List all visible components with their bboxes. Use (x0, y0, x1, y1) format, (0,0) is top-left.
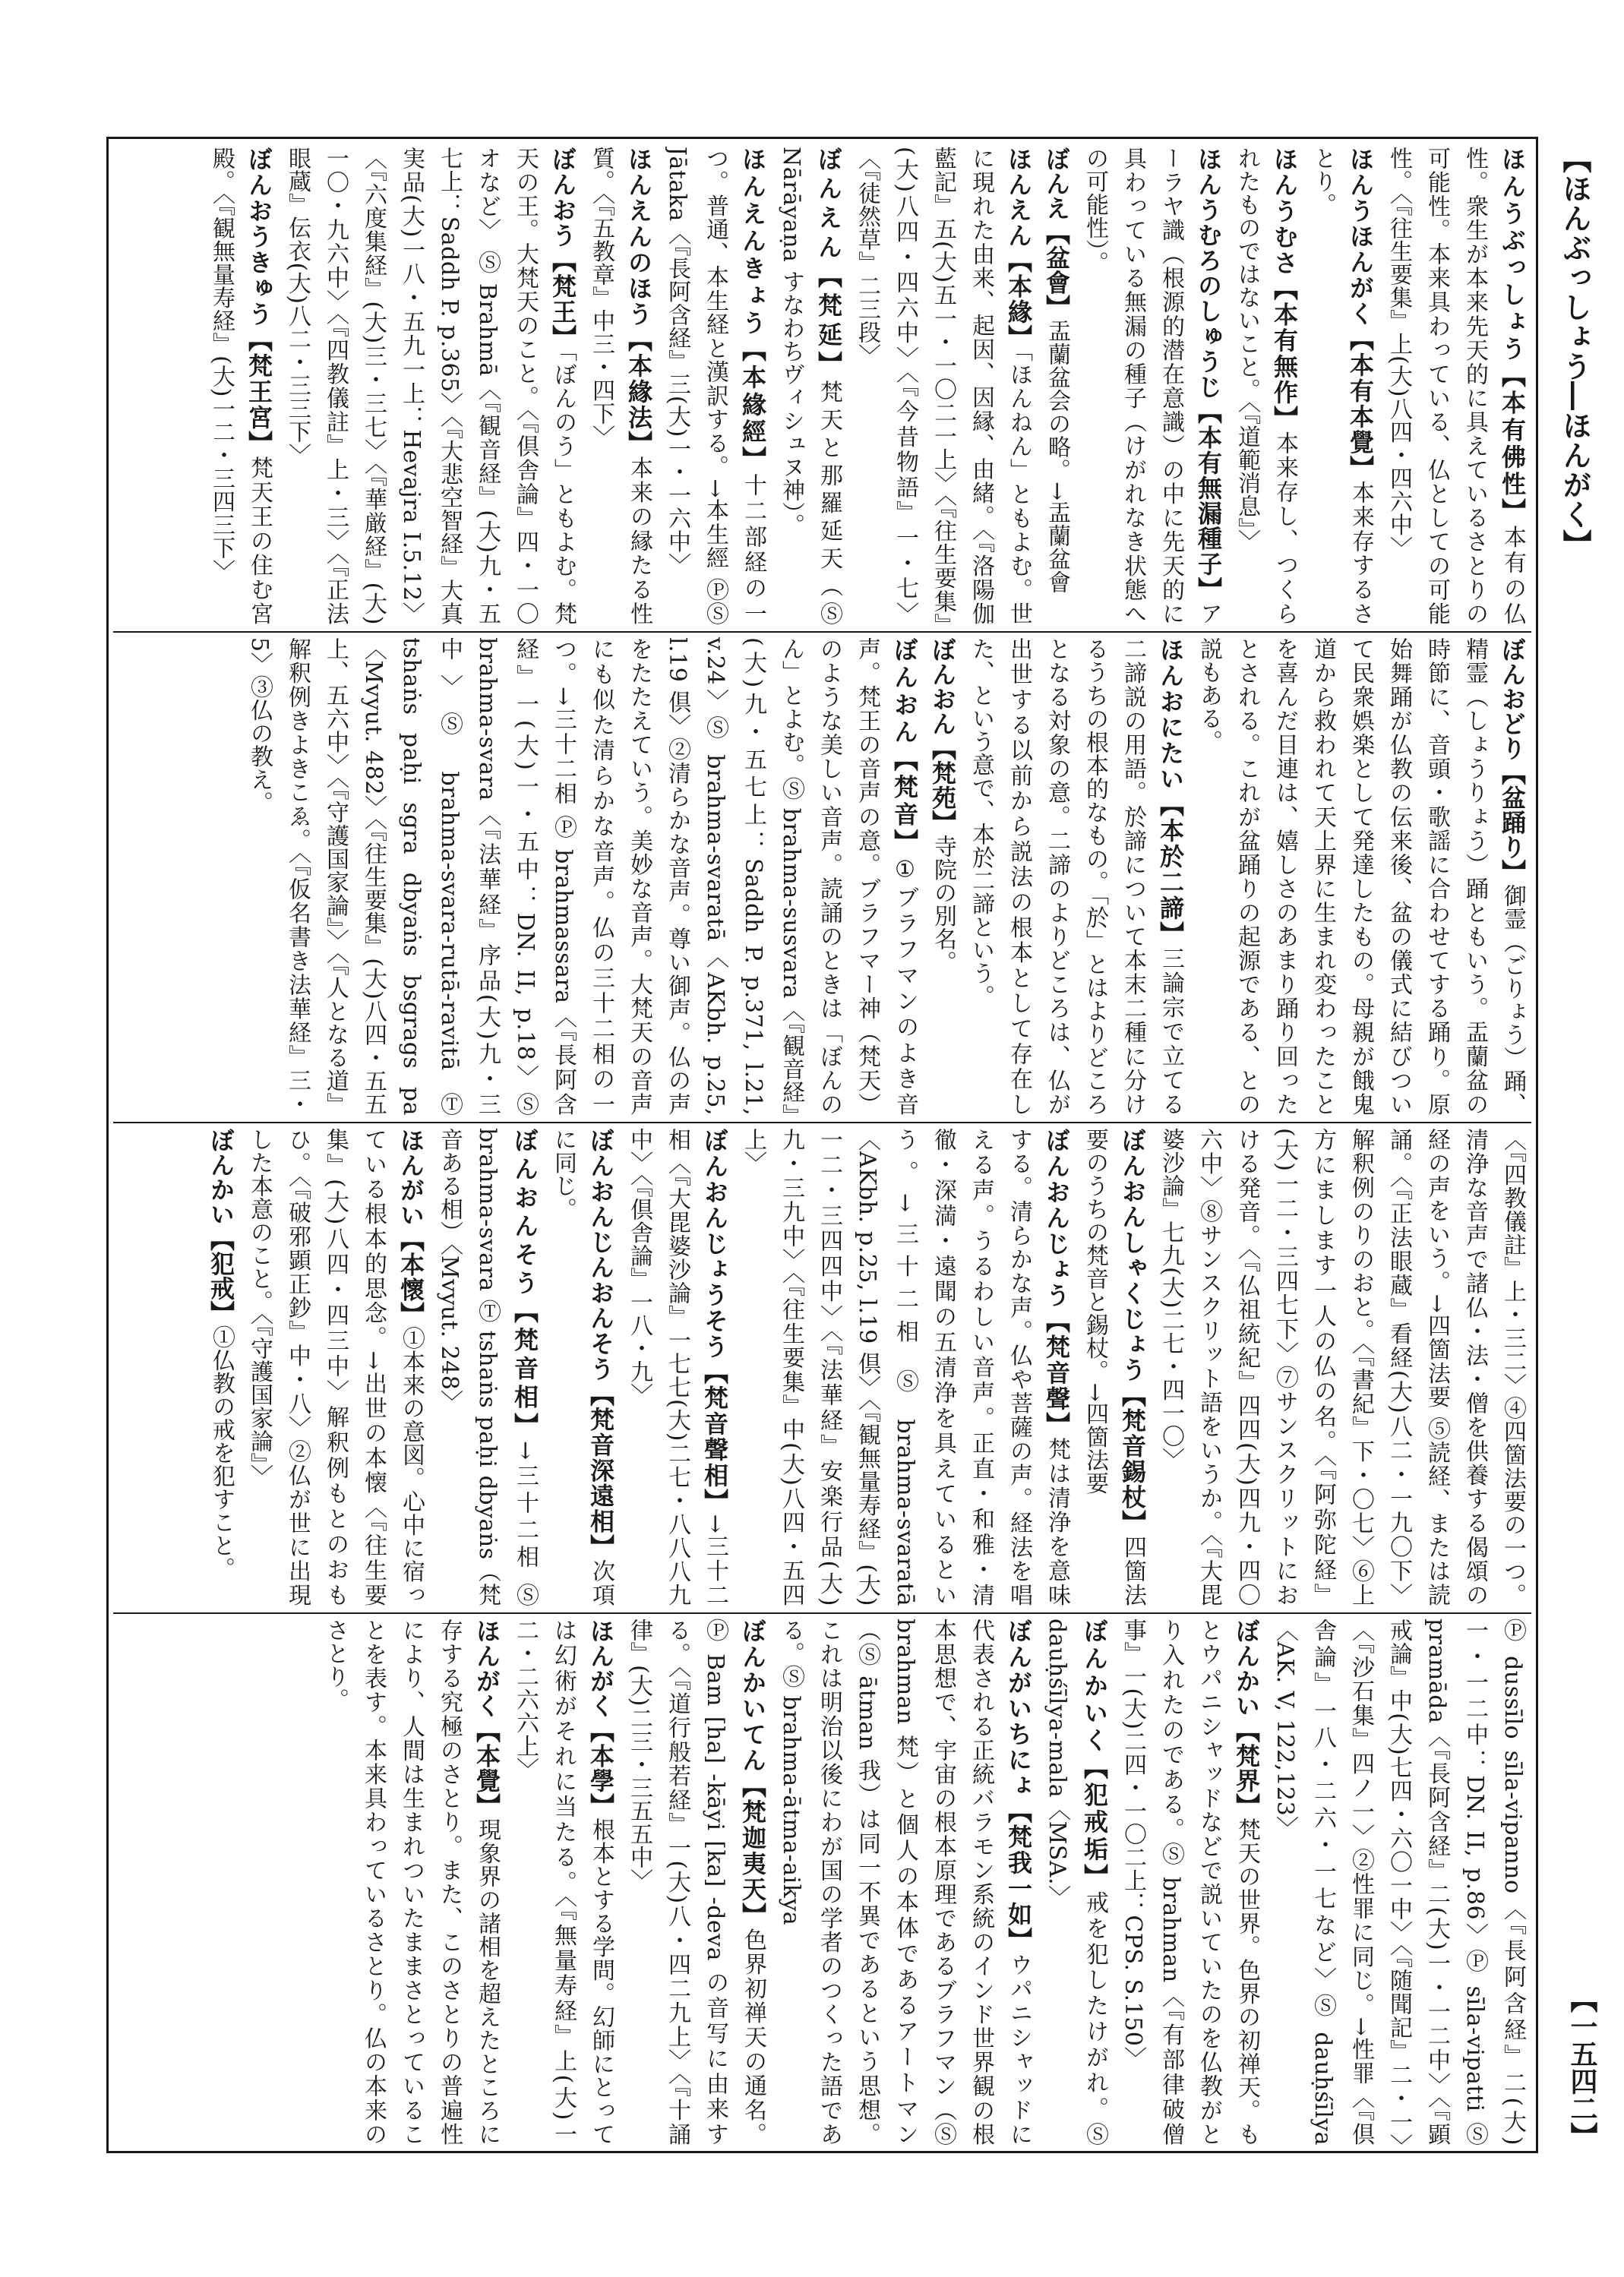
entry-headword: ぼんおんしゃくじょう【梵音錫杖】 (1118, 1128, 1147, 1536)
entry-headword: ぼんおん【梵苑】 (928, 637, 957, 835)
dictionary-entry (1265, 1619, 1531, 2146)
dictionary-entry (278, 147, 582, 625)
entry-headword: ほんえんのほう【本緣法】 (624, 147, 653, 456)
entry-definition: 色界初禅天の通名。Ⓟ Bam [ha] -kāyi [ka] -deva の音写に由来する。〈『道行般若経』一(大)八・四二九上〉〈『十誦律』(大)二三・三五五中〉 (626, 1619, 766, 2146)
entry-headword: ぼんかい【梵界】 (1232, 1619, 1261, 1818)
dictionary-entry (1152, 1128, 1531, 1606)
entry-definition: →三十二相〈『大毘婆沙論』一七七(大)二七・八八八九中〉〈『倶舎論』一八・九〉 (626, 1128, 728, 1606)
dictionary-entry (620, 1619, 772, 2146)
dictionary-entry (772, 1619, 1038, 2146)
entry-headword: ほんがい【本懷】 (397, 1128, 425, 1327)
entry-definition: 次項に同じ。 (550, 1128, 615, 1606)
tier-3 (113, 1128, 1531, 1606)
entry-headword: ほんえん【本緣】 (1004, 147, 1033, 350)
entry-headword: ぼんおん【梵音】 (890, 637, 919, 857)
entry-headword: ぼんえん【梵延】 (814, 147, 843, 381)
entry-definition: 戒を犯したけがれ。Ⓢ dauḥśīlya-mala〈MSA.〉 (1044, 1619, 1108, 2146)
entry-headword: ぼんおう【梵王】 (548, 147, 577, 350)
dictionary-entry (734, 1128, 1076, 1606)
dictionary-entry (1038, 1619, 1114, 2146)
entry-headword: ぼんおんじょう【梵音聲】 (1042, 1128, 1071, 1438)
entry-definition: 四箇法要のうちの梵音と錫杖。→四箇法要 (1082, 1128, 1146, 1606)
dictionary-entry (1303, 147, 1379, 625)
header-title: 【ほんぶっしょう―ほんがく】 (1558, 144, 1592, 559)
dictionary-entry (1379, 147, 1531, 625)
dictionary-entry (1076, 147, 1227, 625)
entry-definition: 盂蘭盆会の略。→盂蘭盆會 (1044, 319, 1070, 594)
entry-definition: 本来存するさとり。 (1310, 147, 1374, 625)
dictionary-entry (544, 1128, 620, 1606)
entry-definition: 御霊（ごりょう）踊、精霊（しょうりょう）踊ともいう。盂蘭盆の時節に、音頭・歌謡に合わせてする踊り。原始舞踊が仏教の伝来後、盆の儀式に結びついて民衆娯楽として発達したもの。母親が餓鬼道から救われて天上界に生まれ変わったことを喜んだ目連は、嬉しさのあまり踊り回ったとされる。これが盆踊りの起源である、との説もある。 (1196, 637, 1526, 1116)
page-frame (106, 137, 1538, 2153)
entry-definition: →三十二相 Ⓢ brahma-svara Ⓣ tshaṅs paḥi dbyaṅs（梵音ある相）〈Mvyut. 248〉 (436, 1128, 539, 1606)
tier-divider (113, 1122, 1531, 1123)
entry-headword: ぼんおんじょうそう【梵音聲相】 (700, 1128, 729, 1514)
entry-headword: ぼんかいく【犯戒垢】 (1080, 1619, 1109, 1891)
dictionary-entry (962, 637, 1190, 1116)
entry-definition: Ⓟ dussīlo sīla-vipanno〈『長阿含経』二(大)一・一二中：DN. II, p.86〉Ⓟ sīla-vipatti Ⓢ pramāda〈『長阿含経』二(大)一・一二中〉〈『顕戒論』中(大)七四・六〇一中〉〈『随聞記』二・一〉〈『沙石集』四ノ一〉②性罪に同じ。→性罪〈『倶舎論』一八・二六・一七など〉Ⓢ dauḥśīlya〈AK. V, 122,123〉 (1272, 1619, 1526, 2146)
entry-headword: ほんえんきょう【本緣經】 (738, 147, 767, 474)
dictionary-entry (1114, 1619, 1265, 2146)
dictionary-entry (1190, 637, 1531, 1116)
entry-headword: ほんうむろのしゅうじ【本有無漏種子】 (1194, 147, 1223, 602)
dictionary-entry (430, 1128, 544, 1606)
tier-divider (113, 631, 1531, 633)
entry-headword: ほんうむさ【本有無作】 (1270, 147, 1299, 431)
entry-definition: 寺院の別名。 (930, 835, 956, 974)
entry-definition: ①本来の意図。心中に宿っている根本的思念。→出世の本懐〈『往生要集』(大)八四・四三中〉解釈例もとのおもひ。〈『破邪顕正鈔』中・八〉②仏が世に出現した本意のこと。〈『守護国家論』〉 (246, 1128, 425, 1606)
dictionary-entry (1076, 1128, 1152, 1606)
entry-headword: ぼんおうきゅう【梵王宮】 (245, 147, 273, 456)
entry-definition: 梵天の世界。色界の初禅天。もとウパニシャッドなどで説いていたのを仏教がとり入れたのである。Ⓢ brahman〈『有部律破僧事』一(大)二四・一〇二上：CPS. S.150〉 (1120, 1619, 1260, 2146)
entry-headword: ほんうほんがく【本有本覺】 (1346, 147, 1375, 482)
tier-divider (113, 1612, 1531, 1614)
entry-headword: ぼんがいちにょ【梵我一如】 (1004, 1619, 1033, 1953)
entry-definition: ①仏教の戒を犯すこと。 (208, 1325, 235, 1581)
tier-2 (113, 637, 1531, 1116)
dictionary-entry (1227, 147, 1303, 625)
entry-headword: ぼんおどり【盆踊り】 (1498, 637, 1527, 884)
entry-definition: 本来存し、つくられたものではないこと。〈『道範消息』〉 (1234, 147, 1298, 625)
entry-definition: ①ブラフマンのよき音声。梵王の音声の意。ブラフマー神（梵天）のような美しい音声。読誦のときは「ぼんのん」とよむ。Ⓢ brahma-susvara〈『観音経』(大)九・五七上：Saddh P. p.371, l.21, v.24〉Ⓢ brahma-svaratā〈AKbh. p.25, l.19 倶〉②清らかな音声。尊い御声。仏の声をたたえていう。美妙な音声。大梵天の音声にも似た清らかな音声。仏の三十二相の一つ。→三十二相 Ⓟ brahmassara〈『長阿含経』一(大)一・五中：DN. II, p.18〉Ⓢ brahma-svara〈『法華経』序品(大)九・三中〉Ⓢ brahma-svara-rutā-ravitā Ⓣ tshaṅs paḥi sgra dbyaṅs bsgrags pa〈Mvyut. 482〉〈『往生要集』(大)八四・五五上、五六中〉〈『守護国家論』〉〈『人となる道』解釈例きよきこゑ。〈『仮名書き法華経』三・5〉③仏の教え。 (246, 637, 918, 1116)
entry-definition: 根本とする学問。幻師にとっては幻術がそれに当たる。〈『無量寿経』上(大)一二・二六六上〉 (512, 1619, 615, 2146)
dictionary-entry (582, 147, 658, 625)
entry-definition: 「ほんねん」ともよむ。世に現れた由来、起因、因縁、由緒。〈『洛陽伽藍記』五(大)五一・一〇二一上〉〈『往生要集』(大)八四・四六中〉〈『今昔物語』一・七〉〈『徒然草』二三段〉 (854, 147, 1032, 625)
entry-headword: ぼんえ【盆會】 (1042, 147, 1071, 320)
dictionary-entry (848, 147, 1038, 625)
entry-headword: ぼんかいてん【梵迦夷天】 (738, 1619, 767, 1928)
entry-definition: 梵天と那羅延天（Ⓢ Nārāyaṇa すなわちヴィシュヌ神）。 (778, 147, 842, 625)
entry-definition: 〈『四教儀註』上・三二〉④四箇法要の一つ。清浄な音声で諸仏・法・僧を供養する偈頌の経の声をいう。→四箇法要 ⑤読経、または読誦。〈『正法眼蔵』看経(大)八二・一九〇下〉解釈例のりのおと。〈『書紀』下・〇七〉⑥上方にまします一人の仏の名。〈『阿弥陀経』(大)一二・三四七下〉⑦サンスクリットにおける発音。〈『仏祖統紀』四四(大)四九・四〇六中〉⑧サンスクリット語をいうか。〈『大毘婆沙論』七九(大)二七・四一〇〉 (1158, 1128, 1526, 1606)
dictionary-entry (772, 147, 848, 625)
dictionary-entry (924, 637, 962, 1116)
entry-definition: 「ぼんのう」ともよむ。梵天の王。大梵天のこと。〈『倶舎論』四・一〇オなど〉 Ⓢ Brahmā〈『観音経』(大)九・五七上：Saddh P. p.365〉〈『大悲空智経』大真実品(大)一八・五九一上：Hevajra I.5.12〉〈『六度集経』(大)三・三七〉〈『華厳経』(大)一〇・九六中〉〈『四教儀註』上・三〉〈『正法眼蔵』伝衣(大)八二・三三下〉 (284, 147, 577, 625)
entry-definition: 本来の縁たる性質。〈『五教章』中三・四下〉 (588, 147, 652, 625)
dictionary-entry (506, 1619, 620, 2146)
entry-definition: 現象界の諸相を超えたところに存する究極のさとり。また、このさとりの普遍性により、人間は生まれついたままさとっていることを表す。本来具わっているさとり。仏の本来のさとり。 (322, 1619, 501, 2146)
dictionary-entry (202, 147, 278, 625)
tier-4 (113, 1619, 1531, 2146)
entry-definition: 梵天王の住む宮殿。〈『観無量寿経』(大)一二・三四三下〉 (208, 147, 273, 625)
dictionary-entry (1038, 147, 1076, 625)
dictionary-entry (316, 1619, 506, 2146)
entry-headword: ほんうぶっしょう【本有佛性】 (1498, 147, 1527, 526)
entry-headword: ぼんおんそう【梵音相】 (510, 1128, 539, 1442)
dictionary-entry (240, 637, 924, 1116)
entry-definition: 本有の仏性。衆生が本来先天的に具えているさとりの可能性。本来具わっている、仏としての可能性。〈『往生要集』上(大)八四・四六中〉 (1385, 147, 1526, 625)
entry-definition: 三論宗で立てる二諦説の用語。於諦について本末二種に分けるうちの根本的なもの。「於」とはよりどころとなる対象の意。二諦のよりどころは、仏が出世する以前から説法の根本として存在した、という意で、本於二諦という。 (968, 637, 1184, 1116)
dictionary-entry (658, 147, 772, 625)
entry-definition: ウパニシャッドに代表される正統バラモン系統のインド世界観の根本思想で、宇宙の根本原理であるブラフマン（Ⓢ brahman 梵）と個人の本体であるアートマン（Ⓢ ātman 我）は同一不異であるという思想。これは明治以後にわが国の学者のつくった語である。Ⓢ brahma-ātma-aikya (778, 1619, 1032, 2146)
entry-headword: ほんがく【本學】 (586, 1619, 615, 1818)
entry-headword: ぼんかい【犯戒】 (207, 1128, 235, 1325)
tier-1 (113, 147, 1531, 625)
entry-definition: アーラヤ識（根源的潜在意識）の中に先天的に具わっている無漏の種子（けがれなき状態への可能性）。 (1082, 147, 1222, 625)
dictionary-entry (202, 1128, 240, 1606)
entry-headword: ほんがく【本覺】 (472, 1619, 501, 1818)
dictionary-entry (240, 1128, 430, 1606)
entry-definition: 十二部経の一つ。普通、本生経と漢訳する。→本生經 ⓅⓈ Jātaka〈『長阿含経』三(大)一・一六中〉 (664, 147, 766, 625)
entry-definition: 梵は清浄を意味する。清らかな声。仏や菩薩の声。経法を唱える声。うるわしい音声。正直・和雅・清徹・深満・遠聞の五清浄を具えているという。→三十二相 Ⓢ brahma-svaratā〈AKbh. p.25, l.19 倶〉〈『観無量寿経』(大)一二・三四四中〉〈『法華経』安楽行品(大)九・三九中〉〈『往生要集』中(大)八四・五四上〉 (740, 1128, 1070, 1606)
entry-headword: ぼんおんじんおんそう【梵音深遠相】 (586, 1128, 615, 1560)
dictionary-entry (620, 1128, 734, 1606)
entry-headword: ほんおにたい【本於二諦】 (1156, 637, 1185, 947)
page-number: 【一五四二】 (1566, 1985, 1598, 2149)
